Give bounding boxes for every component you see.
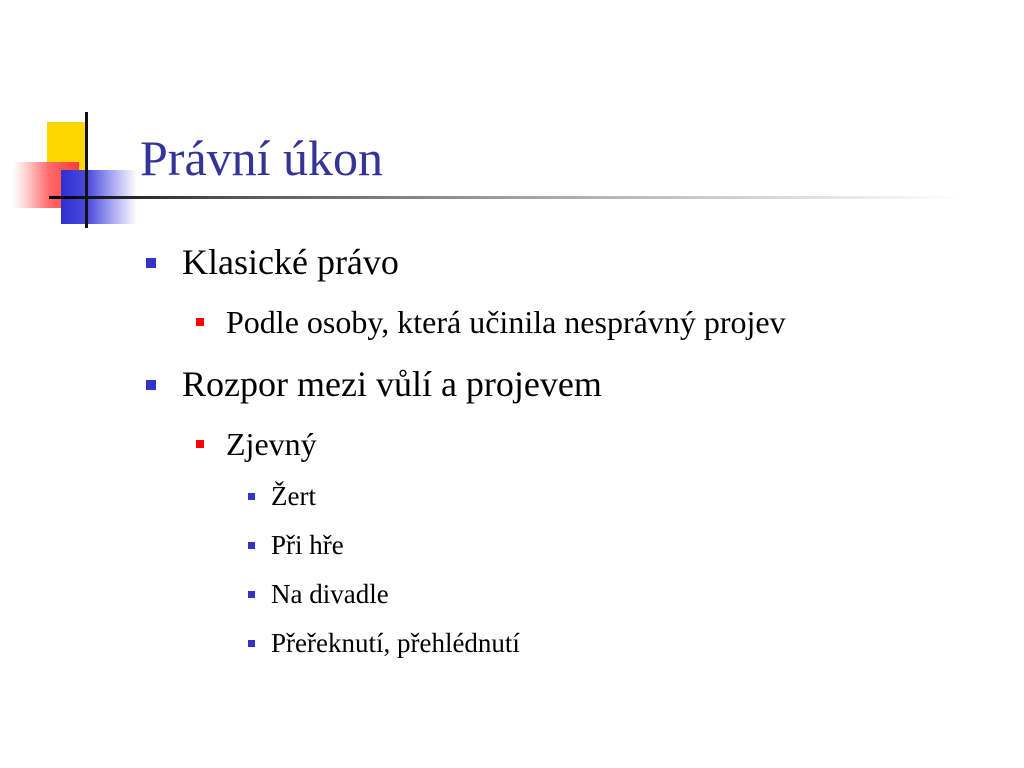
bullet-item xyxy=(226,424,317,464)
bullet-item xyxy=(271,479,316,513)
bullet-item xyxy=(271,577,389,611)
bullet-marker-square-icon xyxy=(146,380,156,390)
bullet-text: Zjevný xyxy=(226,426,317,462)
bullet-marker-square-icon xyxy=(248,493,255,500)
bullet-text: Přeřeknutí, přehlédnutí xyxy=(271,628,520,658)
bullet-text: Na divadle xyxy=(271,579,389,609)
bullet-text: Rozpor mezi vůlí a projevem xyxy=(182,364,602,404)
bullet-marker-square-icon xyxy=(146,258,156,268)
bullet-marker-square-icon xyxy=(248,640,255,647)
bullet-text: Klasické právo xyxy=(182,242,399,282)
bullet-text: Při hře xyxy=(271,530,344,560)
slide-title: Právní úkon xyxy=(140,130,384,186)
bullet-text: Žert xyxy=(271,481,316,511)
bullet-item xyxy=(271,626,520,660)
bullet-item xyxy=(271,528,344,562)
bullet-item xyxy=(182,362,602,406)
bullet-text: Podle osoby, která učinila nesprávný projev xyxy=(226,304,786,340)
bullet-item xyxy=(226,302,786,342)
bullet-marker-square-icon xyxy=(248,542,255,549)
bullet-marker-square-icon xyxy=(196,440,204,448)
bullet-marker-square-icon xyxy=(196,318,204,326)
bullet-marker-square-icon xyxy=(248,591,255,598)
bullet-item xyxy=(182,240,399,284)
